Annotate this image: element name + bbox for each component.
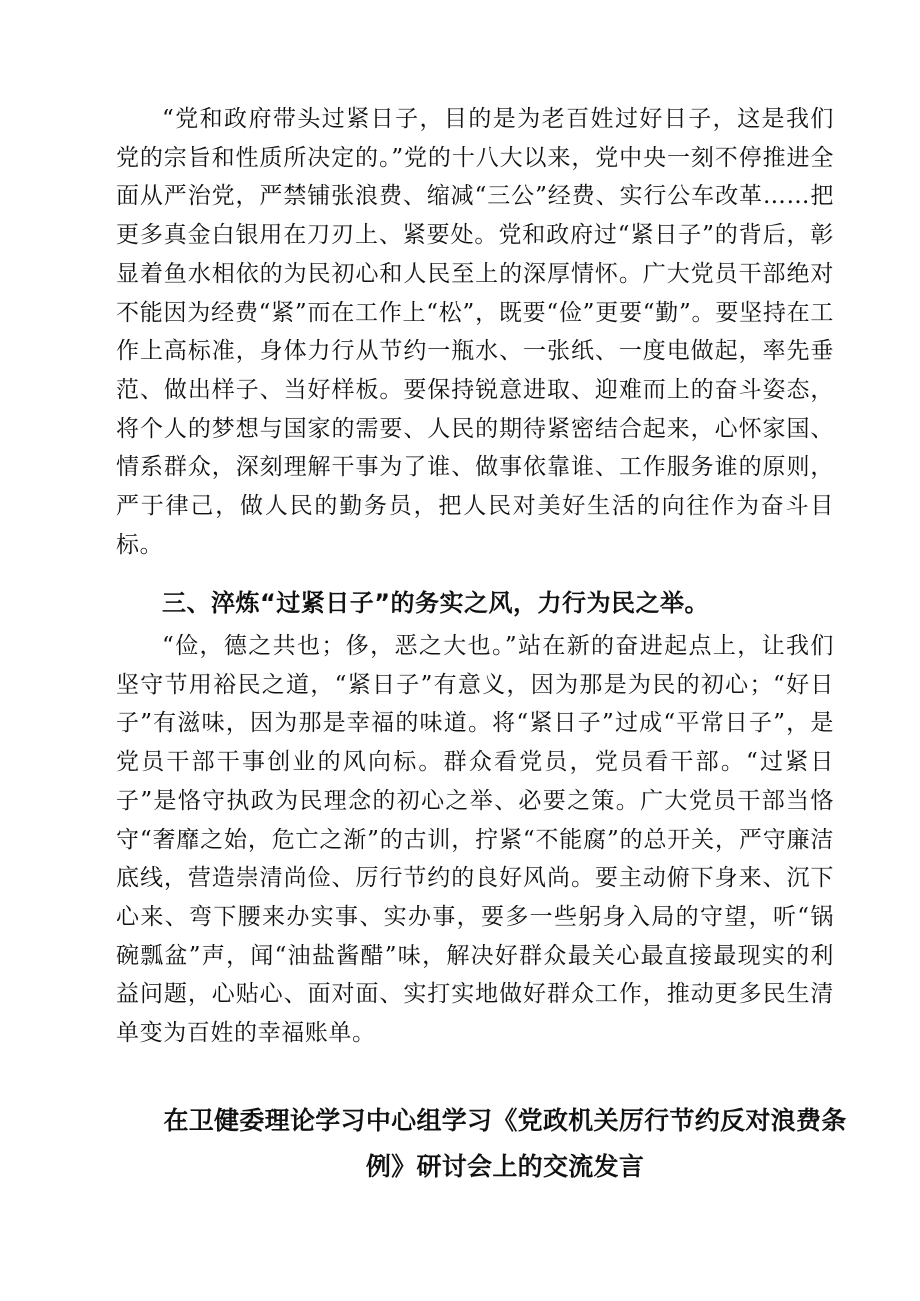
body-paragraph-2: “俭，德之共也；侈，恶之大也。”站在新的奋进起点上，让我们坚守节用裕民之道，“紧日子”有意义，因为那是为民的初心；“好日子”有滋味，因为那是幸福的味道。将“紧日子”过成“平常日子”，是党员干部干事创业的风向标。群众看党员，党员看干部。“过紧日子”是恪守执政为民理念的初心之举、必要之策。广大党员干部当恪守“奢靡之始，危亡之渐”的古训，拧紧“不能腐”的总开关，严守廉洁底线，营造崇清尚俭、厉行节约的良好风尚。要主动俯下身来、沉下心来、弯下腰来办实事、实办事，要多一些躬身入局的守望，听“锅碗瓢盆”声，闻“油盐酱醋”味，解决好群众最关心最直接最现实的利益问题，心贴心、面对面、实打实地做好群众工作，推动更多民生清单变为百姓的幸福账单。 xyxy=(116,633,834,1047)
next-article-title: 在卫健委理论学习中心组学习《党政机关厉行节约反对浪费条例》研讨会上的交流发言 xyxy=(163,1106,847,1181)
section-heading-3: 三、淬炼“过紧日子”的务实之风，力行为民之举。 xyxy=(162,589,710,617)
body-paragraph-1: “党和政府带头过紧日子，目的是为老百姓过好日子，这是我们党的宗旨和性质所决定的。”党的十八大以来，党中央一刻不停推进全面从严治党，严禁铺张浪费、缩减“三公”经费、实行公车改革……把更多真金白银用在刀刃上、紧要处。党和政府过“紧日子”的背后，彰显着鱼水相依的为民初心和人民至上的深厚情怀。广大党员干部绝对不能因为经费“紧”而在工作上“松”，既要“俭”更要“勤”。要坚持在工作上高标准，身体力行从节约一瓶水、一张纸、一度电做起，率先垂范、做出样子、当好样板。要保持锐意进取、迎难而上的奋斗姿态，将个人的梦想与国家的需要、人民的期待紧密结合起来，心怀家国、情系群众，深刻理解干事为了谁、做事依靠谁、工作服务谁的原则，严于律己，做人民的勤务员，把人民对美好生活的向往作为奋斗目标。 xyxy=(116,106,834,558)
